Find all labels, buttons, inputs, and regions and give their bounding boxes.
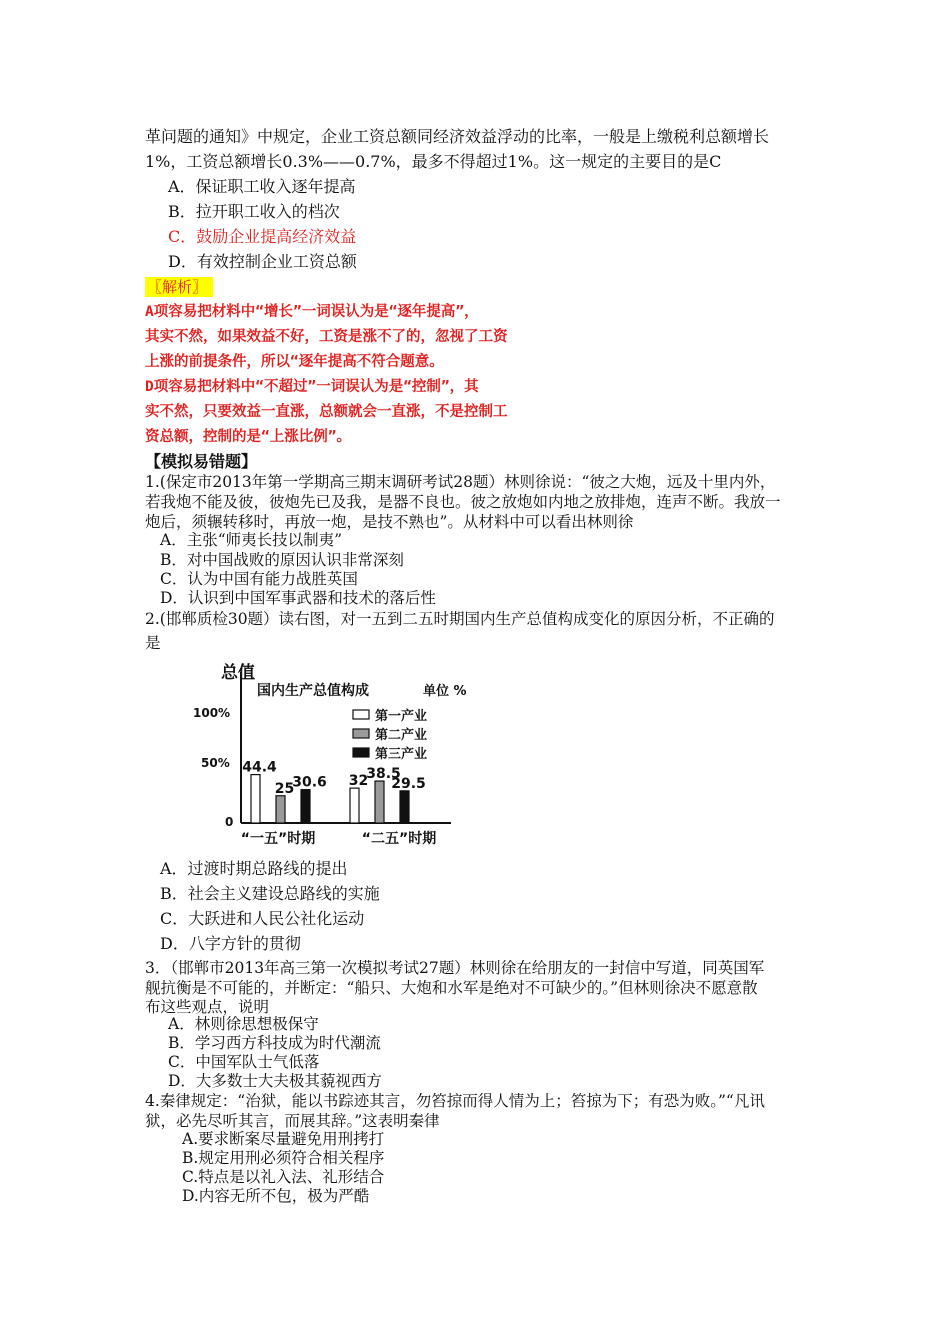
label-period2-primary: 32 (348, 773, 369, 790)
chart-ylabel: 总值 (221, 663, 255, 683)
label-period2-tertiary: 29.5 (391, 775, 426, 792)
bar-period2-primary (350, 788, 359, 823)
section-title: 【模拟易错题】 (145, 452, 258, 471)
q3-option-b: B．学习西方科技成为时代潮流 (168, 1034, 381, 1052)
legend-swatch-1 (353, 710, 369, 719)
q2-option-b: B．社会主义建设总路线的实施 (160, 884, 380, 903)
q3-line-1: 3．（邯郸市2013年高三第一次模拟考试27题）林则徐在给朋友的一封信中写道，同英国军 (145, 959, 765, 977)
category-label-2: “二五”时期 (361, 831, 437, 847)
q3-line-2: 舰抗衡是不可能的，并断定：“船只、大炮和水军是绝对不可缺少的。”但林则徐决不愿意散 (145, 979, 758, 997)
chart-unit: 单位 % (423, 684, 467, 699)
bar-period1-primary (251, 775, 260, 823)
bar-period1-tertiary (301, 790, 310, 823)
legend-label-3: 第三产业 (375, 747, 428, 762)
legend-label-2: 第二产业 (375, 728, 428, 743)
intro-line-2: 1%，工资总额增长0.3%——0.7%，最多不得超过1%。这一规定的主要目的是C (145, 152, 722, 171)
analysis-line-2: 其实不然，如果效益不好，工资是涨不了的，忽视了工资 (145, 329, 508, 345)
label-period1-secondary: 25 (274, 780, 295, 797)
label-period1-tertiary: 30.6 (292, 774, 327, 791)
q1-line-2: 若我炮不能及彼，彼炮先已及我，是器不良也。彼之放炮如内地之放排炮，连声不断。我放一 (145, 493, 781, 511)
q4-option-c: C.特点是以礼入法、礼形结合 (182, 1168, 385, 1186)
analysis-line-6: 资总额，控制的是“上涨比例”。 (145, 429, 351, 445)
q4-option-a: A.要求断案尽量避免用刑拷打 (182, 1130, 385, 1148)
q2-option-a: A．过渡时期总路线的提出 (160, 859, 348, 878)
intro-option-b: B．拉开职工收入的档次 (168, 202, 340, 221)
intro-line-1: 革问题的通知》中规定，企业工资总额同经济效益浮动的比率，一般是上缴税利总额增长 (145, 127, 770, 146)
q3-line-3: 布这些观点，说明 (145, 998, 270, 1016)
chart-ytick-50: 50% (201, 756, 230, 770)
analysis-line-3: 上涨的前提条件，所以“逐年提高不符合题意。 (145, 354, 444, 370)
analysis-line-4: D项容易把材料中“不超过”一词误认为是“控制”，其 (145, 379, 479, 395)
analysis-line-1: A项容易把材料中“增长”一词误认为是“逐年提高”， (145, 304, 479, 320)
bar-period2-tertiary (400, 791, 409, 823)
q2-option-c: C．大跃进和人民公社化运动 (160, 909, 365, 928)
q2-line-1: 2.(邯郸质检30题）读右图，对一五到二五时期国内生产总值构成变化的原因分析，不正确的 (145, 610, 775, 628)
q1-option-a: A．主张“师夷长技以制夷” (160, 531, 343, 549)
q3-option-c: C．中国军队士气低落 (168, 1053, 320, 1071)
legend-swatch-2 (353, 729, 369, 738)
bar-period1-secondary (276, 796, 285, 823)
intro-option-a: A．保证职工收入逐年提高 (168, 177, 356, 196)
q4-option-b: B.规定用刑必须符合相关程序 (182, 1149, 385, 1167)
q1-option-b: B．对中国战败的原因认识非常深刻 (160, 551, 404, 569)
gdp-structure-chart (193, 658, 493, 848)
chart-ytick-100: 100% (193, 706, 231, 720)
q1-option-d: D．认识到中国军事武器和技术的落后性 (160, 589, 436, 607)
q4-line-2: 狱，必先尽听其言，而展其辞。”这表明秦律 (145, 1112, 440, 1130)
q1-line-1: 1.(保定市2013年第一学期高三期末调研考试28题）林则徐说：“彼之大炮，远及十里内外， (145, 473, 776, 491)
legend-label-1: 第一产业 (375, 709, 428, 724)
label-period1-primary: 44.4 (242, 759, 277, 776)
q3-option-a: A．林则徐思想极保守 (168, 1015, 319, 1033)
category-label-1: “一五”时期 (240, 831, 316, 847)
intro-option-c: C．鼓励企业提高经济效益 (168, 227, 357, 246)
label-period2-secondary: 38.5 (366, 766, 401, 783)
analysis-line-5: 实不然，只要效益一直涨，总额就会一直涨，不是控制工 (145, 404, 508, 420)
q4-line-1: 4.秦律规定：“治狱，能以书踪迹其言，勿笞掠而得人情为上；笞掠为下；有恐为败。”“凡讯 (145, 1092, 765, 1110)
chart-title: 国内生产总值构成 (257, 683, 369, 699)
q1-line-3: 炮后，须辗转移时，再放一炮，是技不熟也”。从材料中可以看出林则徐 (145, 513, 634, 531)
q1-option-c: C．认为中国有能力战胜英国 (160, 570, 358, 588)
q4-option-d: D.内容无所不包，极为严酷 (182, 1187, 370, 1205)
intro-option-d: D．有效控制企业工资总额 (168, 252, 357, 271)
bar-period2-secondary (375, 781, 384, 823)
q2-option-d: D．八字方针的贯彻 (160, 934, 301, 953)
q3-option-d: D．大多数士大夫极其藐视西方 (168, 1072, 382, 1090)
q2-line-2: 是 (145, 634, 161, 652)
legend-swatch-3 (353, 748, 369, 757)
analysis-tag: 〖解析〗 (145, 277, 213, 297)
chart-ytick-0: 0 (225, 815, 234, 829)
